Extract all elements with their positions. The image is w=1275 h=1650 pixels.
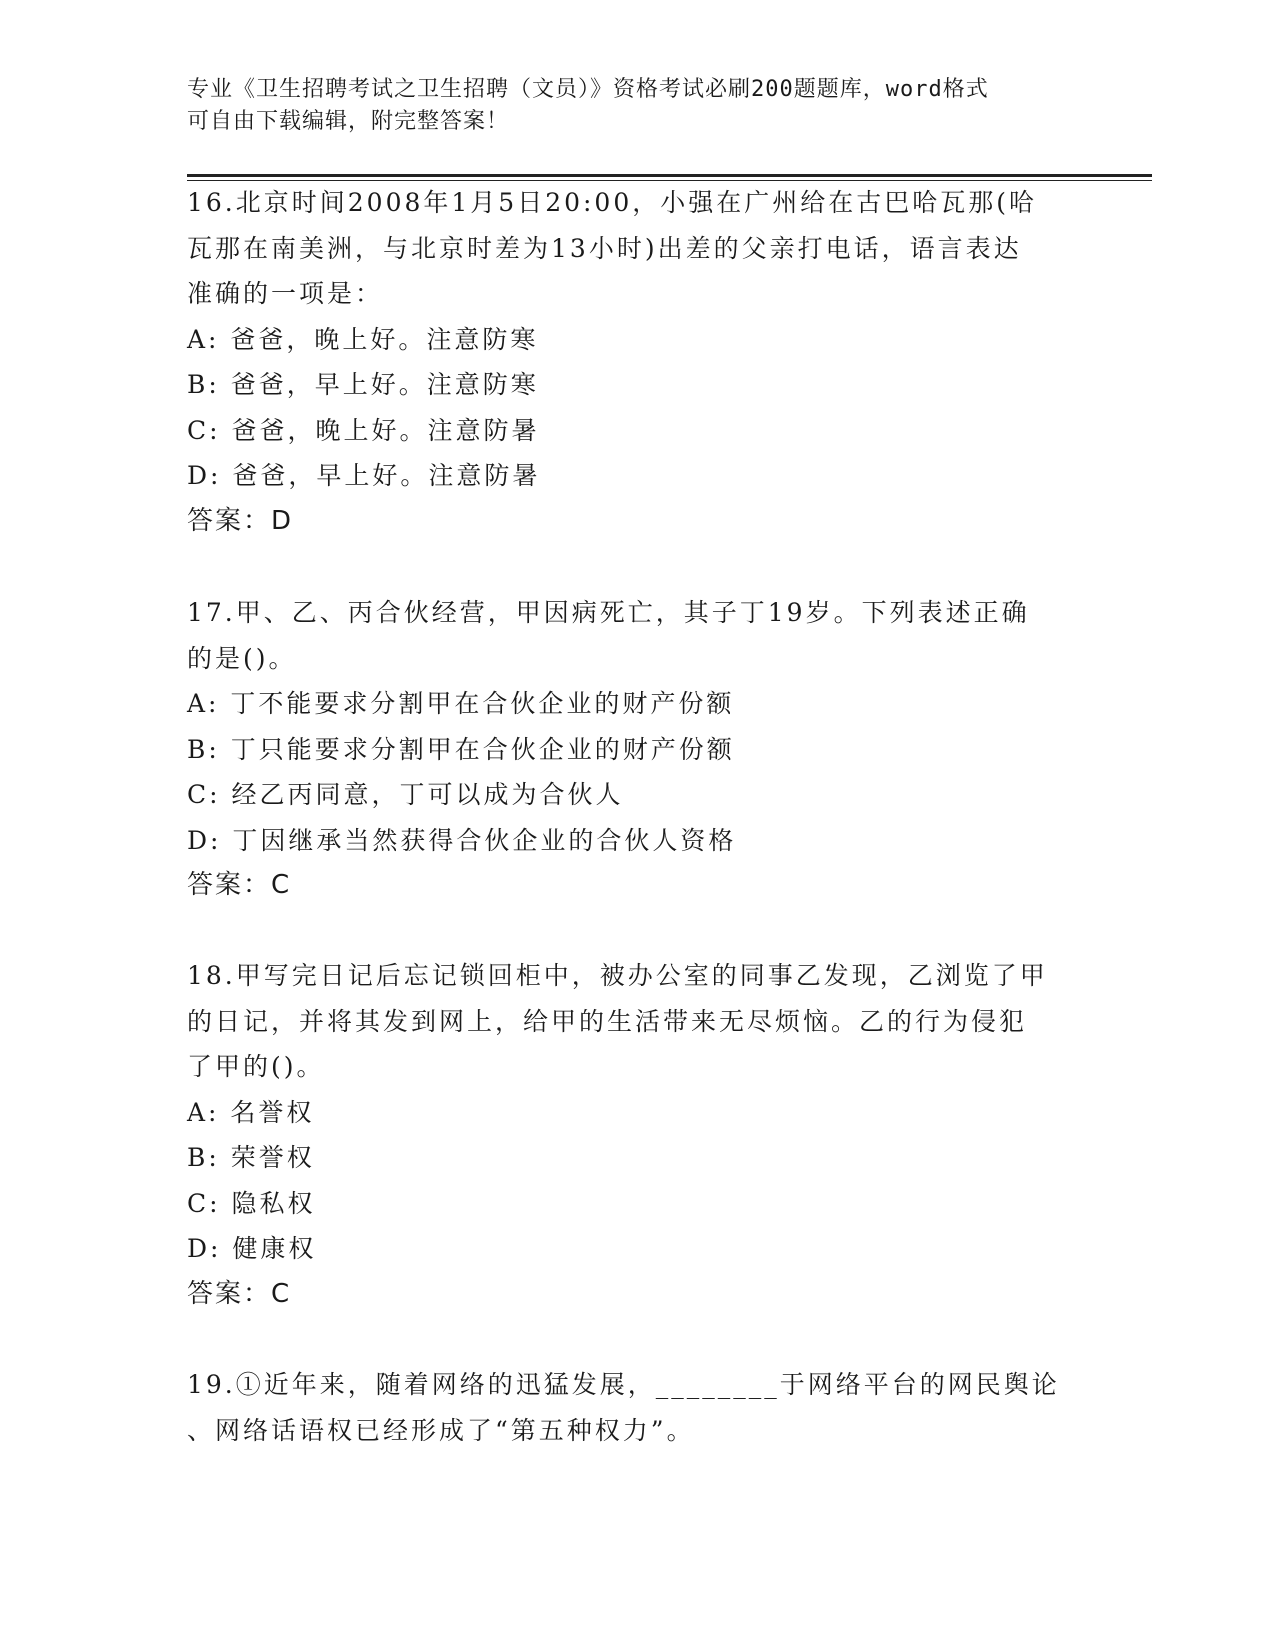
option-c: C: 隐私权	[187, 1188, 316, 1218]
option-a: A: 名誉权	[187, 1097, 315, 1127]
header-line-1: 专业《卫生招聘考试之卫生招聘（文员）》资格考试必刷200题题库，word格式	[187, 77, 989, 102]
question-text-line: 了甲的()。	[187, 1052, 325, 1081]
question-text-line: 准确的一项是：	[187, 279, 384, 308]
option-d: D: 丁因继承当然获得合伙企业的合伙人资格	[187, 825, 737, 855]
question-17	[187, 590, 1087, 909]
option-b: B: 爸爸，早上好。注意防寒	[187, 370, 539, 399]
question-text-line: 16.北京时间2008年1月5日20:00，小强在广州给在古巴哈瓦那(哈	[187, 188, 1037, 217]
header-divider-thick	[187, 174, 1152, 177]
question-text-line: 17.甲、乙、丙合伙经营，甲因病死亡，其子丁19岁。下列表述正确	[187, 598, 1030, 627]
question-text-line: 瓦那在南美洲，与北京时差为13小时)出差的父亲打电话，语言表达	[187, 233, 1022, 263]
question-16	[187, 180, 1087, 544]
option-c: C: 爸爸，晚上好。注意防暑	[187, 415, 540, 445]
question-18	[187, 953, 1087, 1317]
question-19	[187, 1362, 1087, 1453]
question-text-line: 的日记，并将其发到网上，给甲的生活带来无尽烦恼。乙的行为侵犯	[187, 1006, 1028, 1036]
question-text-line: 19.①近年来，随着网络的迅猛发展，________于网络平台的网民舆论	[187, 1370, 1060, 1399]
option-c: C: 经乙丙同意，丁可以成为合伙人	[187, 780, 624, 809]
option-b: B: 荣誉权	[187, 1143, 315, 1172]
option-d: D: 健康权	[187, 1234, 317, 1263]
question-text-line: 、网络话语权已经形成了“第五种权力”。	[187, 1415, 695, 1445]
document-header	[187, 74, 1067, 138]
header-line-2: 可自由下载编辑，附完整答案！	[187, 109, 510, 134]
answer-line: 答案：C	[187, 870, 292, 900]
question-text-line: 的是()。	[187, 643, 297, 673]
option-a: A: 爸爸，晚上好。注意防寒	[187, 324, 539, 354]
answer-line: 答案：C	[187, 1278, 292, 1309]
option-a: A: 丁不能要求分割甲在合伙企业的财产份额	[187, 689, 735, 718]
answer-line: 答案：D	[187, 505, 294, 536]
option-b: B: 丁只能要求分割甲在合伙企业的财产份额	[187, 734, 735, 764]
option-d: D: 爸爸，早上好。注意防暑	[187, 461, 541, 490]
question-text-line: 18.甲写完日记后忘记锁回柜中，被办公室的同事乙发现，乙浏览了甲	[187, 961, 1048, 990]
